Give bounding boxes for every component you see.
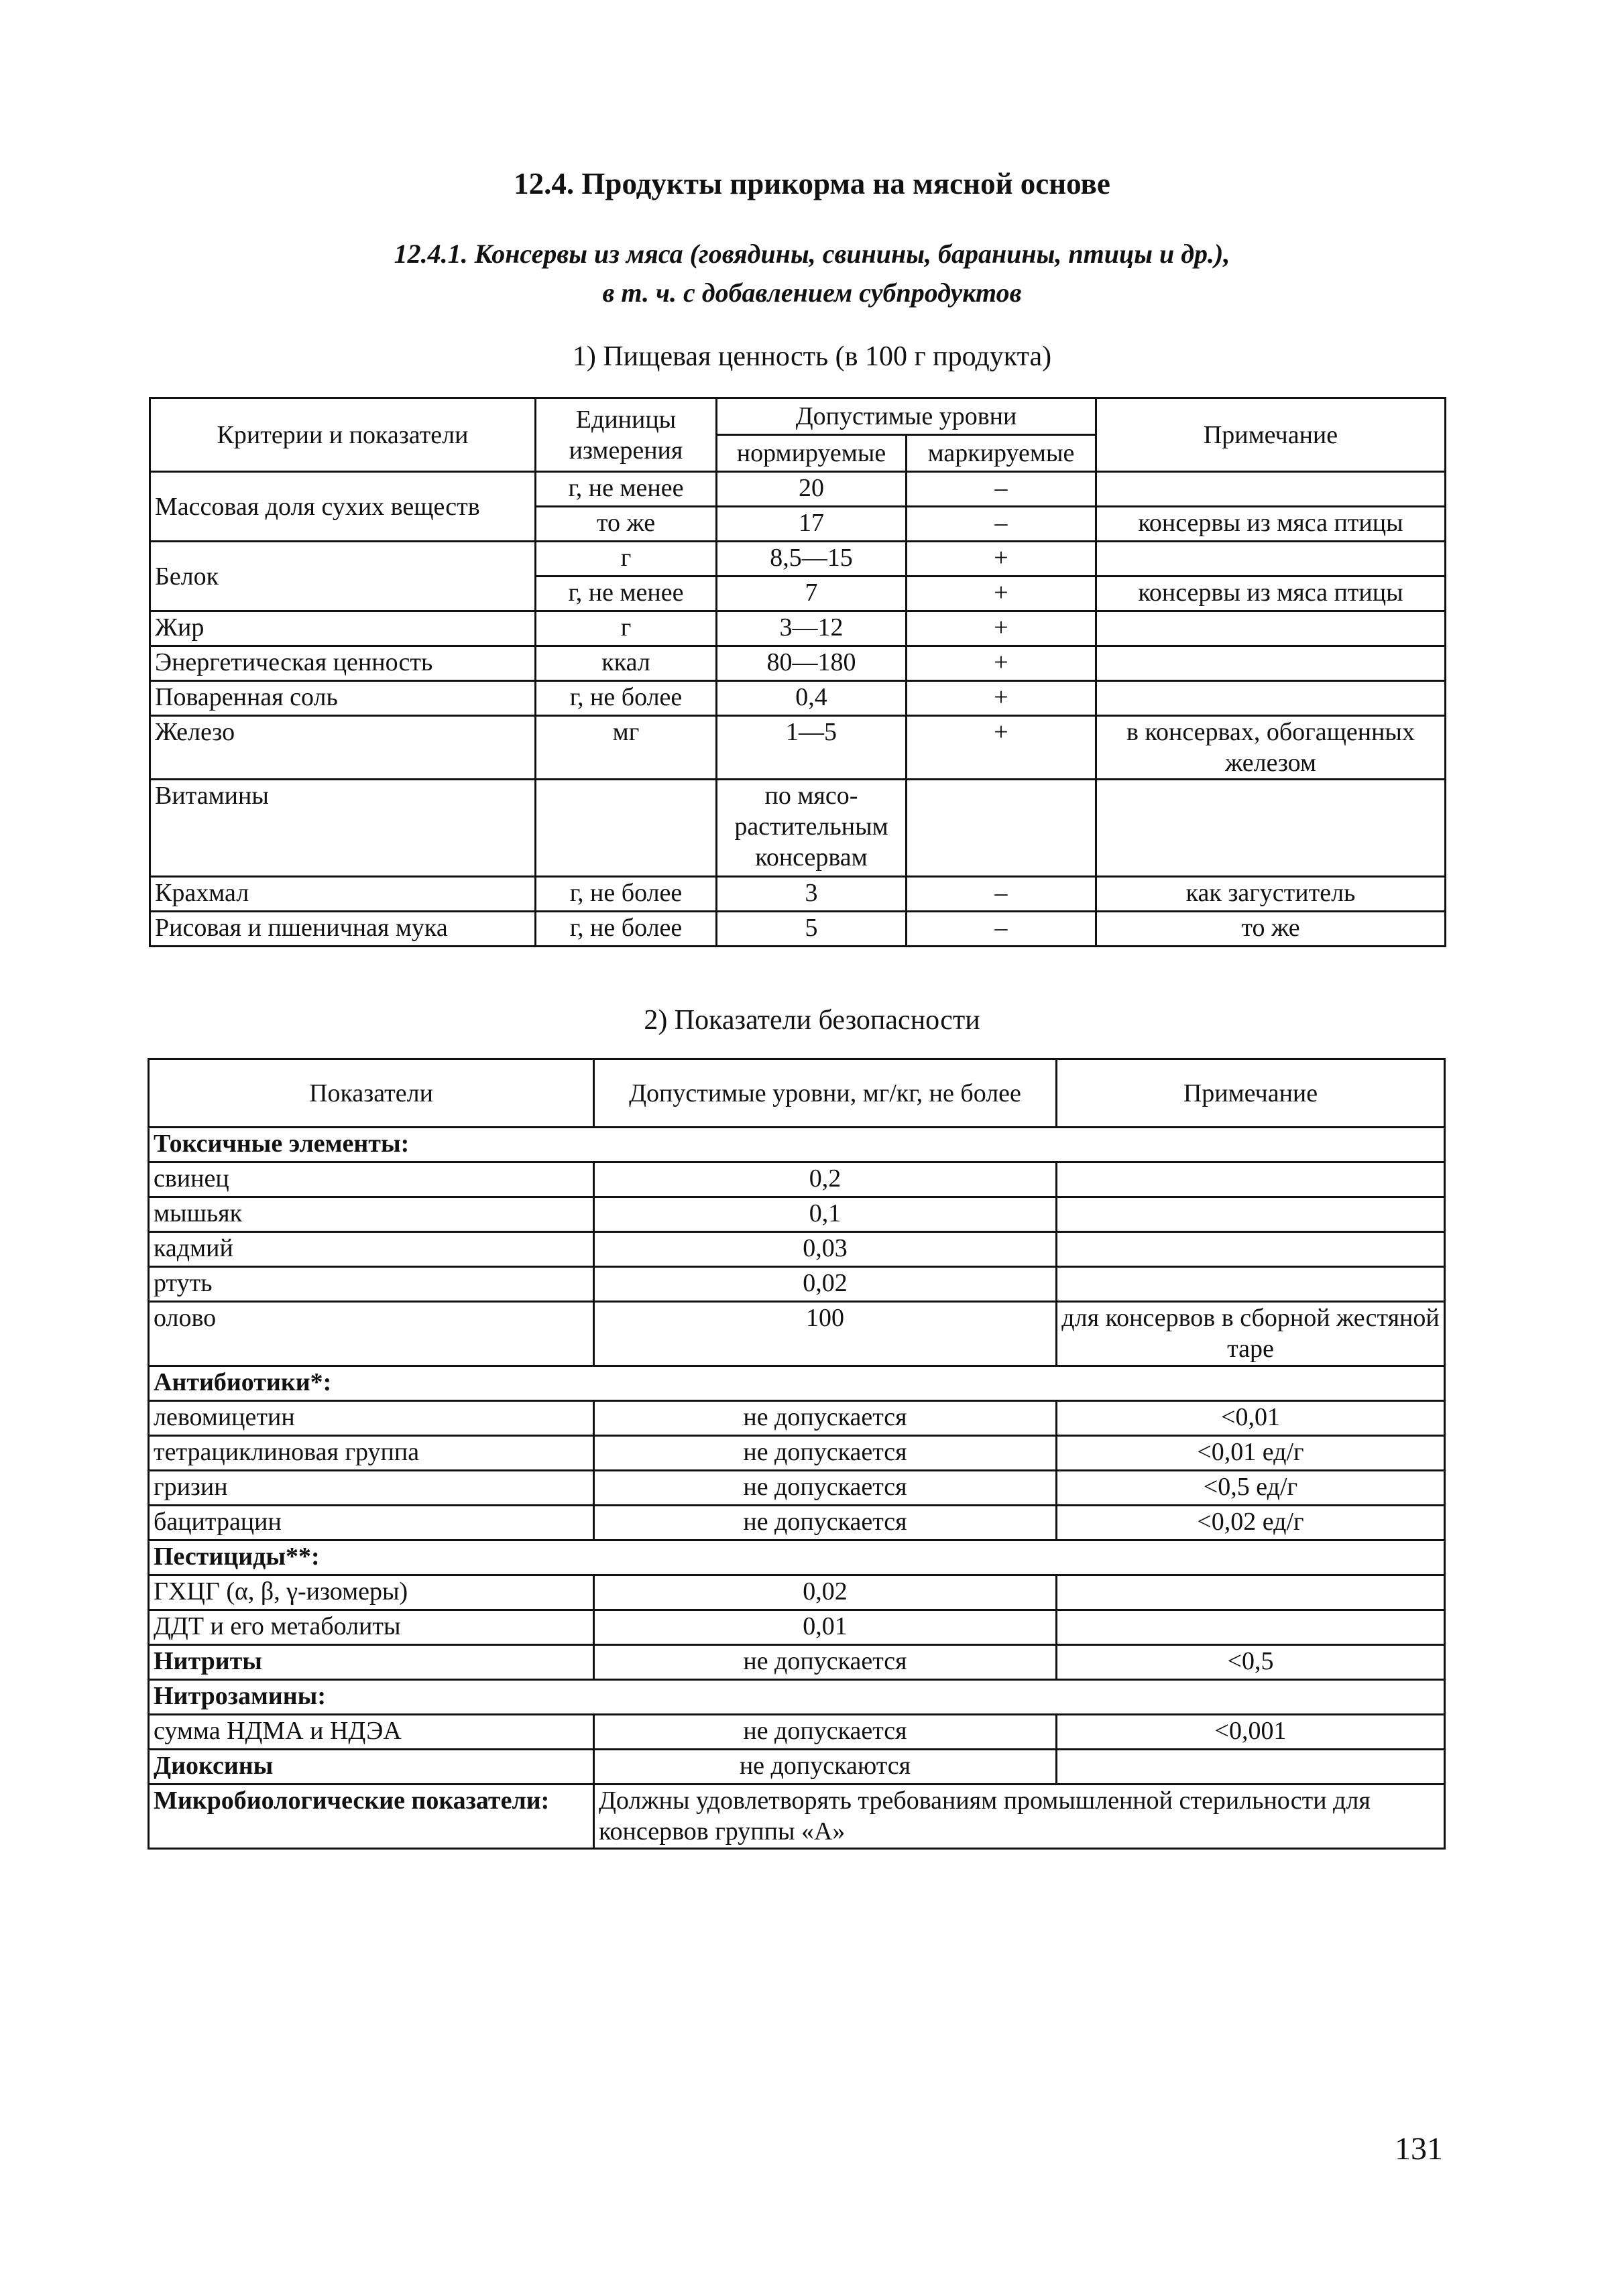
table2-row: [149, 1506, 1445, 1540]
row-unit: г, не более: [536, 877, 717, 912]
table1-row: [150, 611, 1446, 646]
table1-row: [150, 646, 1446, 681]
row-note: <0,001: [1057, 1715, 1445, 1750]
table2-row: [149, 1750, 1445, 1785]
row-unit: г, не менее: [536, 577, 717, 611]
row-criterion: Энергетическая ценность: [150, 646, 536, 681]
row-marked-level: +: [907, 646, 1096, 681]
row-allowed-level: не допускается: [594, 1645, 1057, 1680]
table2-row: [149, 1436, 1445, 1471]
row-normed-level: по мясо-растительным консервам: [717, 780, 907, 877]
row-allowed-level: не допускается: [594, 1436, 1057, 1471]
row-unit: мг: [536, 716, 717, 780]
table2-row: [149, 1610, 1445, 1645]
row-allowed-level: не допускается: [594, 1471, 1057, 1506]
row-note: консервы из мяса птицы: [1096, 507, 1446, 542]
row-unit: г, не более: [536, 681, 717, 716]
table2-row: [149, 1302, 1445, 1366]
row-normed-level: 1—5: [717, 716, 907, 780]
row-indicator: тетрациклиновая группа: [149, 1436, 594, 1471]
row-normed-level: 0,4: [717, 681, 907, 716]
row-requirement: Должны удовлетворять требованиям промышленной стерильности для консервов группы «А»: [594, 1785, 1445, 1849]
group-heading: Антибиотики*:: [149, 1366, 1445, 1401]
row-indicator: Нитриты: [149, 1645, 594, 1680]
subsection-title: [0, 235, 1624, 312]
row-normed-level: 17: [717, 507, 907, 542]
row-allowed-level: 0,1: [594, 1197, 1057, 1232]
row-note: [1096, 611, 1446, 646]
row-allowed-level: не допускается: [594, 1715, 1057, 1750]
table2-row: [149, 1162, 1445, 1197]
row-note: [1057, 1610, 1445, 1645]
row-note: [1096, 780, 1446, 877]
table2-row: [149, 1575, 1445, 1610]
row-marked-level: –: [907, 472, 1096, 507]
row-criterion: Жир: [150, 611, 536, 646]
row-unit: то же: [536, 507, 717, 542]
row-allowed-level: 0,02: [594, 1267, 1057, 1302]
row-indicator: сумма НДМА и НДЭА: [149, 1715, 594, 1750]
row-criterion: Рисовая и пшеничная мука: [150, 912, 536, 947]
table1-row: [150, 716, 1446, 780]
table1-row: [150, 912, 1446, 947]
header-indicator: Показатели: [149, 1059, 594, 1128]
table2-group-row: [149, 1366, 1445, 1401]
row-indicator: кадмий: [149, 1232, 594, 1267]
table2-row: [149, 1715, 1445, 1750]
page-number: 131: [1395, 2131, 1443, 2167]
table1-row: [150, 780, 1446, 877]
nutrition-table: [149, 397, 1446, 947]
table2-row: [149, 1785, 1445, 1849]
row-indicator: бацитрацин: [149, 1506, 594, 1540]
row-note: в консервах, обогащенных железом: [1096, 716, 1446, 780]
row-note: [1096, 472, 1446, 507]
row-note: [1057, 1575, 1445, 1610]
header-normed: нормируемые: [717, 435, 907, 472]
header-marked: маркируемые: [907, 435, 1096, 472]
table2-row: [149, 1232, 1445, 1267]
table1-row: [150, 681, 1446, 716]
table2-header-row: [149, 1059, 1445, 1128]
row-note: [1096, 646, 1446, 681]
row-indicator: ГХЦГ (α, β, γ-изомеры): [149, 1575, 594, 1610]
table1-caption: 1) Пищевая ценность (в 100 г продукта): [572, 341, 1052, 372]
row-note: <0,01: [1057, 1401, 1445, 1436]
header-units: Единицы измерения: [536, 398, 717, 472]
row-normed-level: 3: [717, 877, 907, 912]
row-allowed-level: 0,02: [594, 1575, 1057, 1610]
row-criterion: Крахмал: [150, 877, 536, 912]
row-note: как загуститель: [1096, 877, 1446, 912]
row-note: [1057, 1162, 1445, 1197]
table1-row: [150, 542, 1446, 577]
table2-row: [149, 1197, 1445, 1232]
table1-header-row: [150, 398, 1446, 435]
row-marked-level: +: [907, 716, 1096, 780]
row-note: [1096, 681, 1446, 716]
row-note: [1057, 1232, 1445, 1267]
row-note: <0,01 ед/г: [1057, 1436, 1445, 1471]
row-marked-level: +: [907, 681, 1096, 716]
row-note: для консервов в сборной жестяной таре: [1057, 1302, 1445, 1366]
table1-row: [150, 877, 1446, 912]
row-indicator: гризин: [149, 1471, 594, 1506]
table2-caption: 2) Показатели безопасности: [644, 1005, 980, 1036]
row-normed-level: 3—12: [717, 611, 907, 646]
row-indicator: левомицетин: [149, 1401, 594, 1436]
subsection-title-line-2: в т. ч. с добавлением субпродуктов: [602, 278, 1022, 308]
row-allowed-level: 100: [594, 1302, 1057, 1366]
row-marked-level: –: [907, 877, 1096, 912]
row-note: то же: [1096, 912, 1446, 947]
row-note: [1096, 542, 1446, 577]
header-note-2: Примечание: [1057, 1059, 1445, 1128]
row-criterion: Белок: [150, 542, 536, 611]
row-note: [1057, 1750, 1445, 1785]
row-indicator: олово: [149, 1302, 594, 1366]
row-allowed-level: не допускается: [594, 1506, 1057, 1540]
row-criterion: Железо: [150, 716, 536, 780]
table2-group-row: [149, 1128, 1445, 1162]
row-criterion: Массовая доля сухих веществ: [150, 472, 536, 542]
row-indicator: Диоксины: [149, 1750, 594, 1785]
row-unit: г, не менее: [536, 472, 717, 507]
row-allowed-level: не допускаются: [594, 1750, 1057, 1785]
table2-row: [149, 1645, 1445, 1680]
row-unit: г: [536, 542, 717, 577]
row-marked-level: –: [907, 912, 1096, 947]
row-note: консервы из мяса птицы: [1096, 577, 1446, 611]
table1-row: [150, 472, 1446, 507]
section-title: 12.4. Продукты прикорма на мясной основе: [514, 167, 1110, 200]
row-normed-level: 5: [717, 912, 907, 947]
header-criteria: Критерии и показатели: [150, 398, 536, 472]
safety-table: [148, 1058, 1446, 1850]
row-allowed-level: 0,2: [594, 1162, 1057, 1197]
row-marked-level: +: [907, 542, 1096, 577]
row-indicator: мышьяк: [149, 1197, 594, 1232]
row-criterion: Витамины: [150, 780, 536, 877]
row-indicator: ртуть: [149, 1267, 594, 1302]
row-marked-level: +: [907, 611, 1096, 646]
table2-group-row: [149, 1680, 1445, 1715]
row-marked-level: [907, 780, 1096, 877]
row-unit: ккал: [536, 646, 717, 681]
row-note: [1057, 1267, 1445, 1302]
table2-row: [149, 1471, 1445, 1506]
row-note: <0,5: [1057, 1645, 1445, 1680]
row-criterion: Поваренная соль: [150, 681, 536, 716]
row-allowed-level: 0,01: [594, 1610, 1057, 1645]
header-note: Примечание: [1096, 398, 1446, 472]
row-indicator: Микробиологические показатели:: [149, 1785, 594, 1849]
group-heading: Токсичные элементы:: [149, 1128, 1445, 1162]
row-note: <0,5 ед/г: [1057, 1471, 1445, 1506]
subsection-title-line-1: 12.4.1. Консервы из мяса (говядины, свинины, баранины, птицы и др.),: [394, 239, 1230, 269]
table2-group-row: [149, 1540, 1445, 1575]
row-normed-level: 20: [717, 472, 907, 507]
row-unit: [536, 780, 717, 877]
row-normed-level: 8,5—15: [717, 542, 907, 577]
table2-row: [149, 1401, 1445, 1436]
table2-row: [149, 1267, 1445, 1302]
header-levels: Допустимые уровни: [717, 398, 1096, 435]
row-unit: г: [536, 611, 717, 646]
row-marked-level: +: [907, 577, 1096, 611]
row-allowed-level: 0,03: [594, 1232, 1057, 1267]
row-unit: г, не более: [536, 912, 717, 947]
row-indicator: свинец: [149, 1162, 594, 1197]
group-heading: Пестициды**:: [149, 1540, 1445, 1575]
row-marked-level: –: [907, 507, 1096, 542]
row-allowed-level: не допускается: [594, 1401, 1057, 1436]
row-indicator: ДДТ и его метаболиты: [149, 1610, 594, 1645]
row-normed-level: 7: [717, 577, 907, 611]
row-note: [1057, 1197, 1445, 1232]
row-note: <0,02 ед/г: [1057, 1506, 1445, 1540]
header-allowed-levels: Допустимые уровни, мг/кг, не более: [594, 1059, 1057, 1128]
group-heading: Нитрозамины:: [149, 1680, 1445, 1715]
row-normed-level: 80—180: [717, 646, 907, 681]
